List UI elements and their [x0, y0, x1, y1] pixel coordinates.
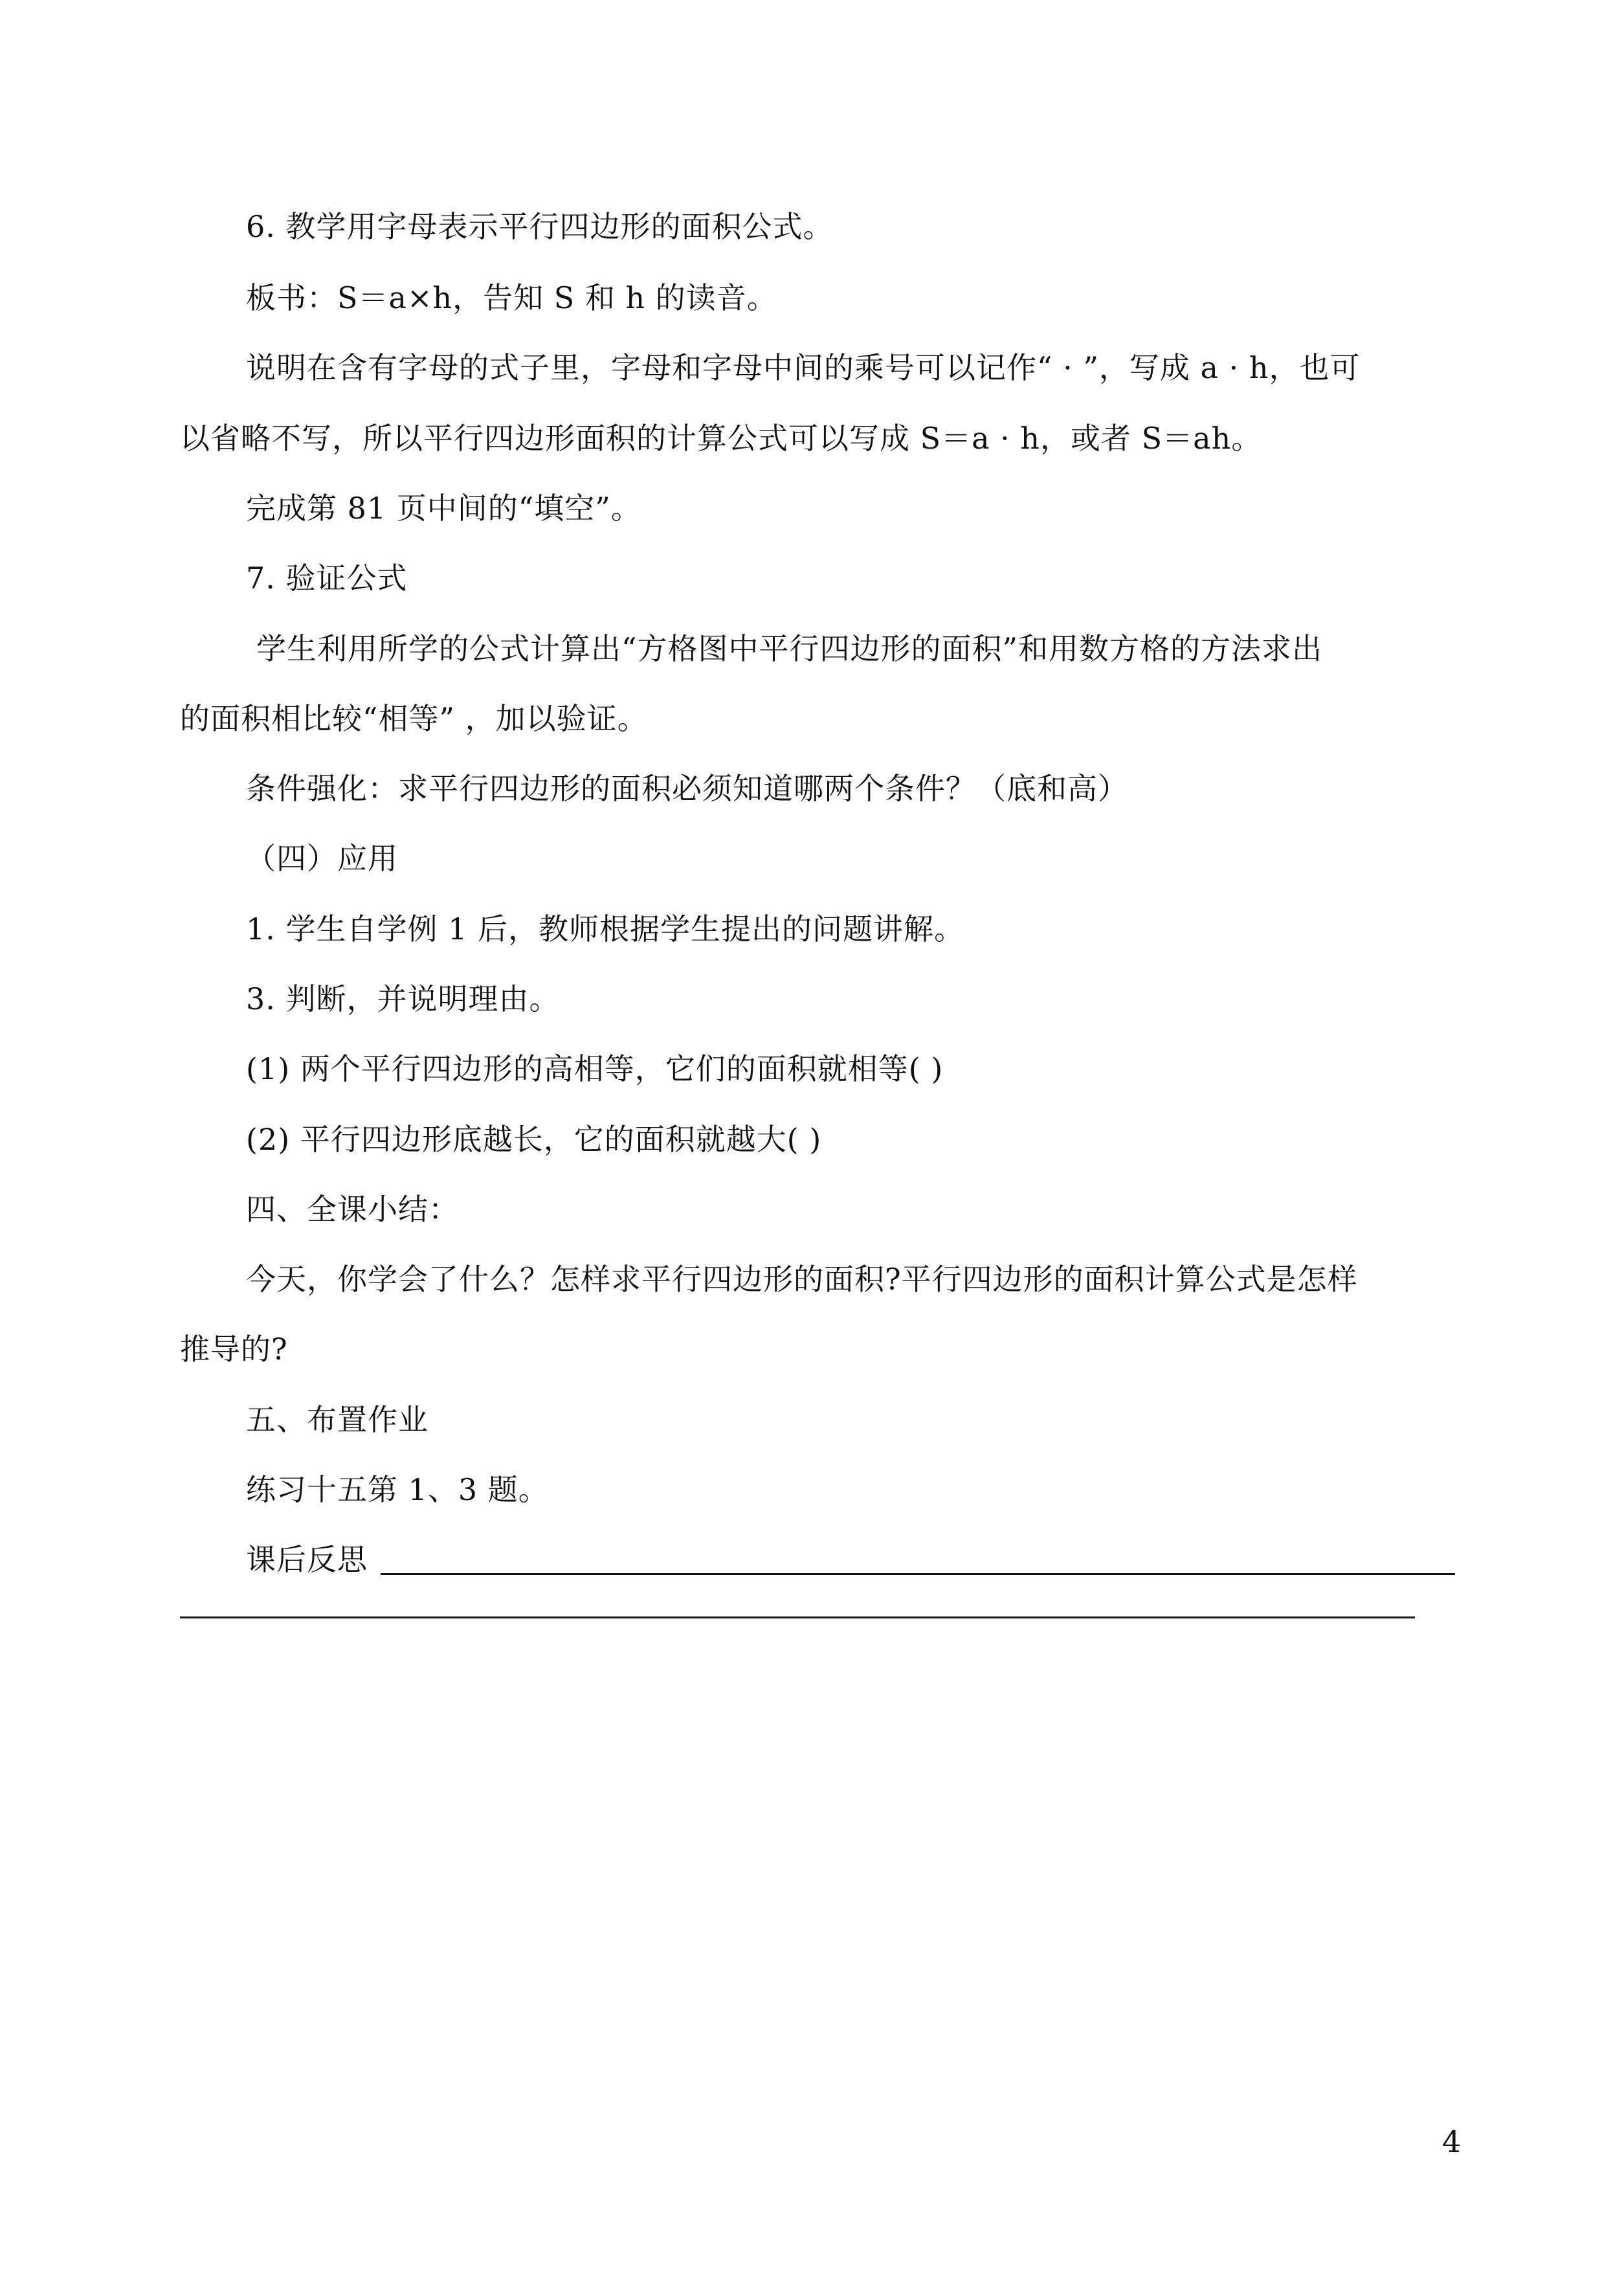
- verification-line-2: 的面积相比较“相等” ，加以验证。: [180, 701, 648, 736]
- reflection-label: 课后反思: [246, 1542, 368, 1577]
- verification-line-1: 学生利用所学的公式计算出“方格图中平行四边形的面积”和用数方格的方法求出: [256, 631, 1323, 666]
- board-writing-formula: 板书：S＝a×h，告知 S 和 h 的读音。: [246, 280, 777, 315]
- judgment-heading: 3. 判断，并说明理由。: [246, 981, 560, 1016]
- judgment-item-1: (1) 两个平行四边形的高相等，它们的面积就相等( ): [246, 1051, 944, 1086]
- homework-assignment: 练习十五第 1、3 题。: [246, 1472, 549, 1507]
- summary-question-line-2: 推导的?: [180, 1332, 288, 1367]
- explanation-line-1: 说明在含有字母的式子里，字母和字母中间的乘号可以记作“ · ”，写成 a · h，也可: [246, 350, 1361, 385]
- judgment-item-2: (2) 平行四边形底越长，它的面积就越大( ): [246, 1122, 822, 1157]
- summary-heading: 四、全课小结：: [246, 1192, 459, 1227]
- reflection-underline: [381, 1573, 1455, 1575]
- explanation-line-2: 以省略不写，所以平行四边形面积的计算公式可以写成 S＝a · h，或者 S＝ah。: [180, 421, 1262, 456]
- section-7-heading: 7. 验证公式: [246, 561, 408, 596]
- section-6-heading: 6. 教学用字母表示平行四边形的面积公式。: [246, 209, 834, 244]
- summary-question-line-1: 今天，你学会了什么？怎样求平行四边形的面积?平行四边形的面积计算公式是怎样: [246, 1262, 1358, 1297]
- application-item-1: 1. 学生自学例 1 后，教师根据学生提出的问题讲解。: [246, 912, 965, 946]
- condition-reinforcement: 条件强化：求平行四边形的面积必须知道哪两个条件？（底和高）: [246, 771, 1128, 806]
- reflection-underline-2: [180, 1616, 1415, 1618]
- fill-blank-task: 完成第 81 页中间的“填空”。: [246, 491, 641, 526]
- page-number: 4: [1442, 2124, 1462, 2159]
- application-heading: （四）应用: [246, 841, 398, 876]
- homework-heading: 五、布置作业: [246, 1402, 428, 1437]
